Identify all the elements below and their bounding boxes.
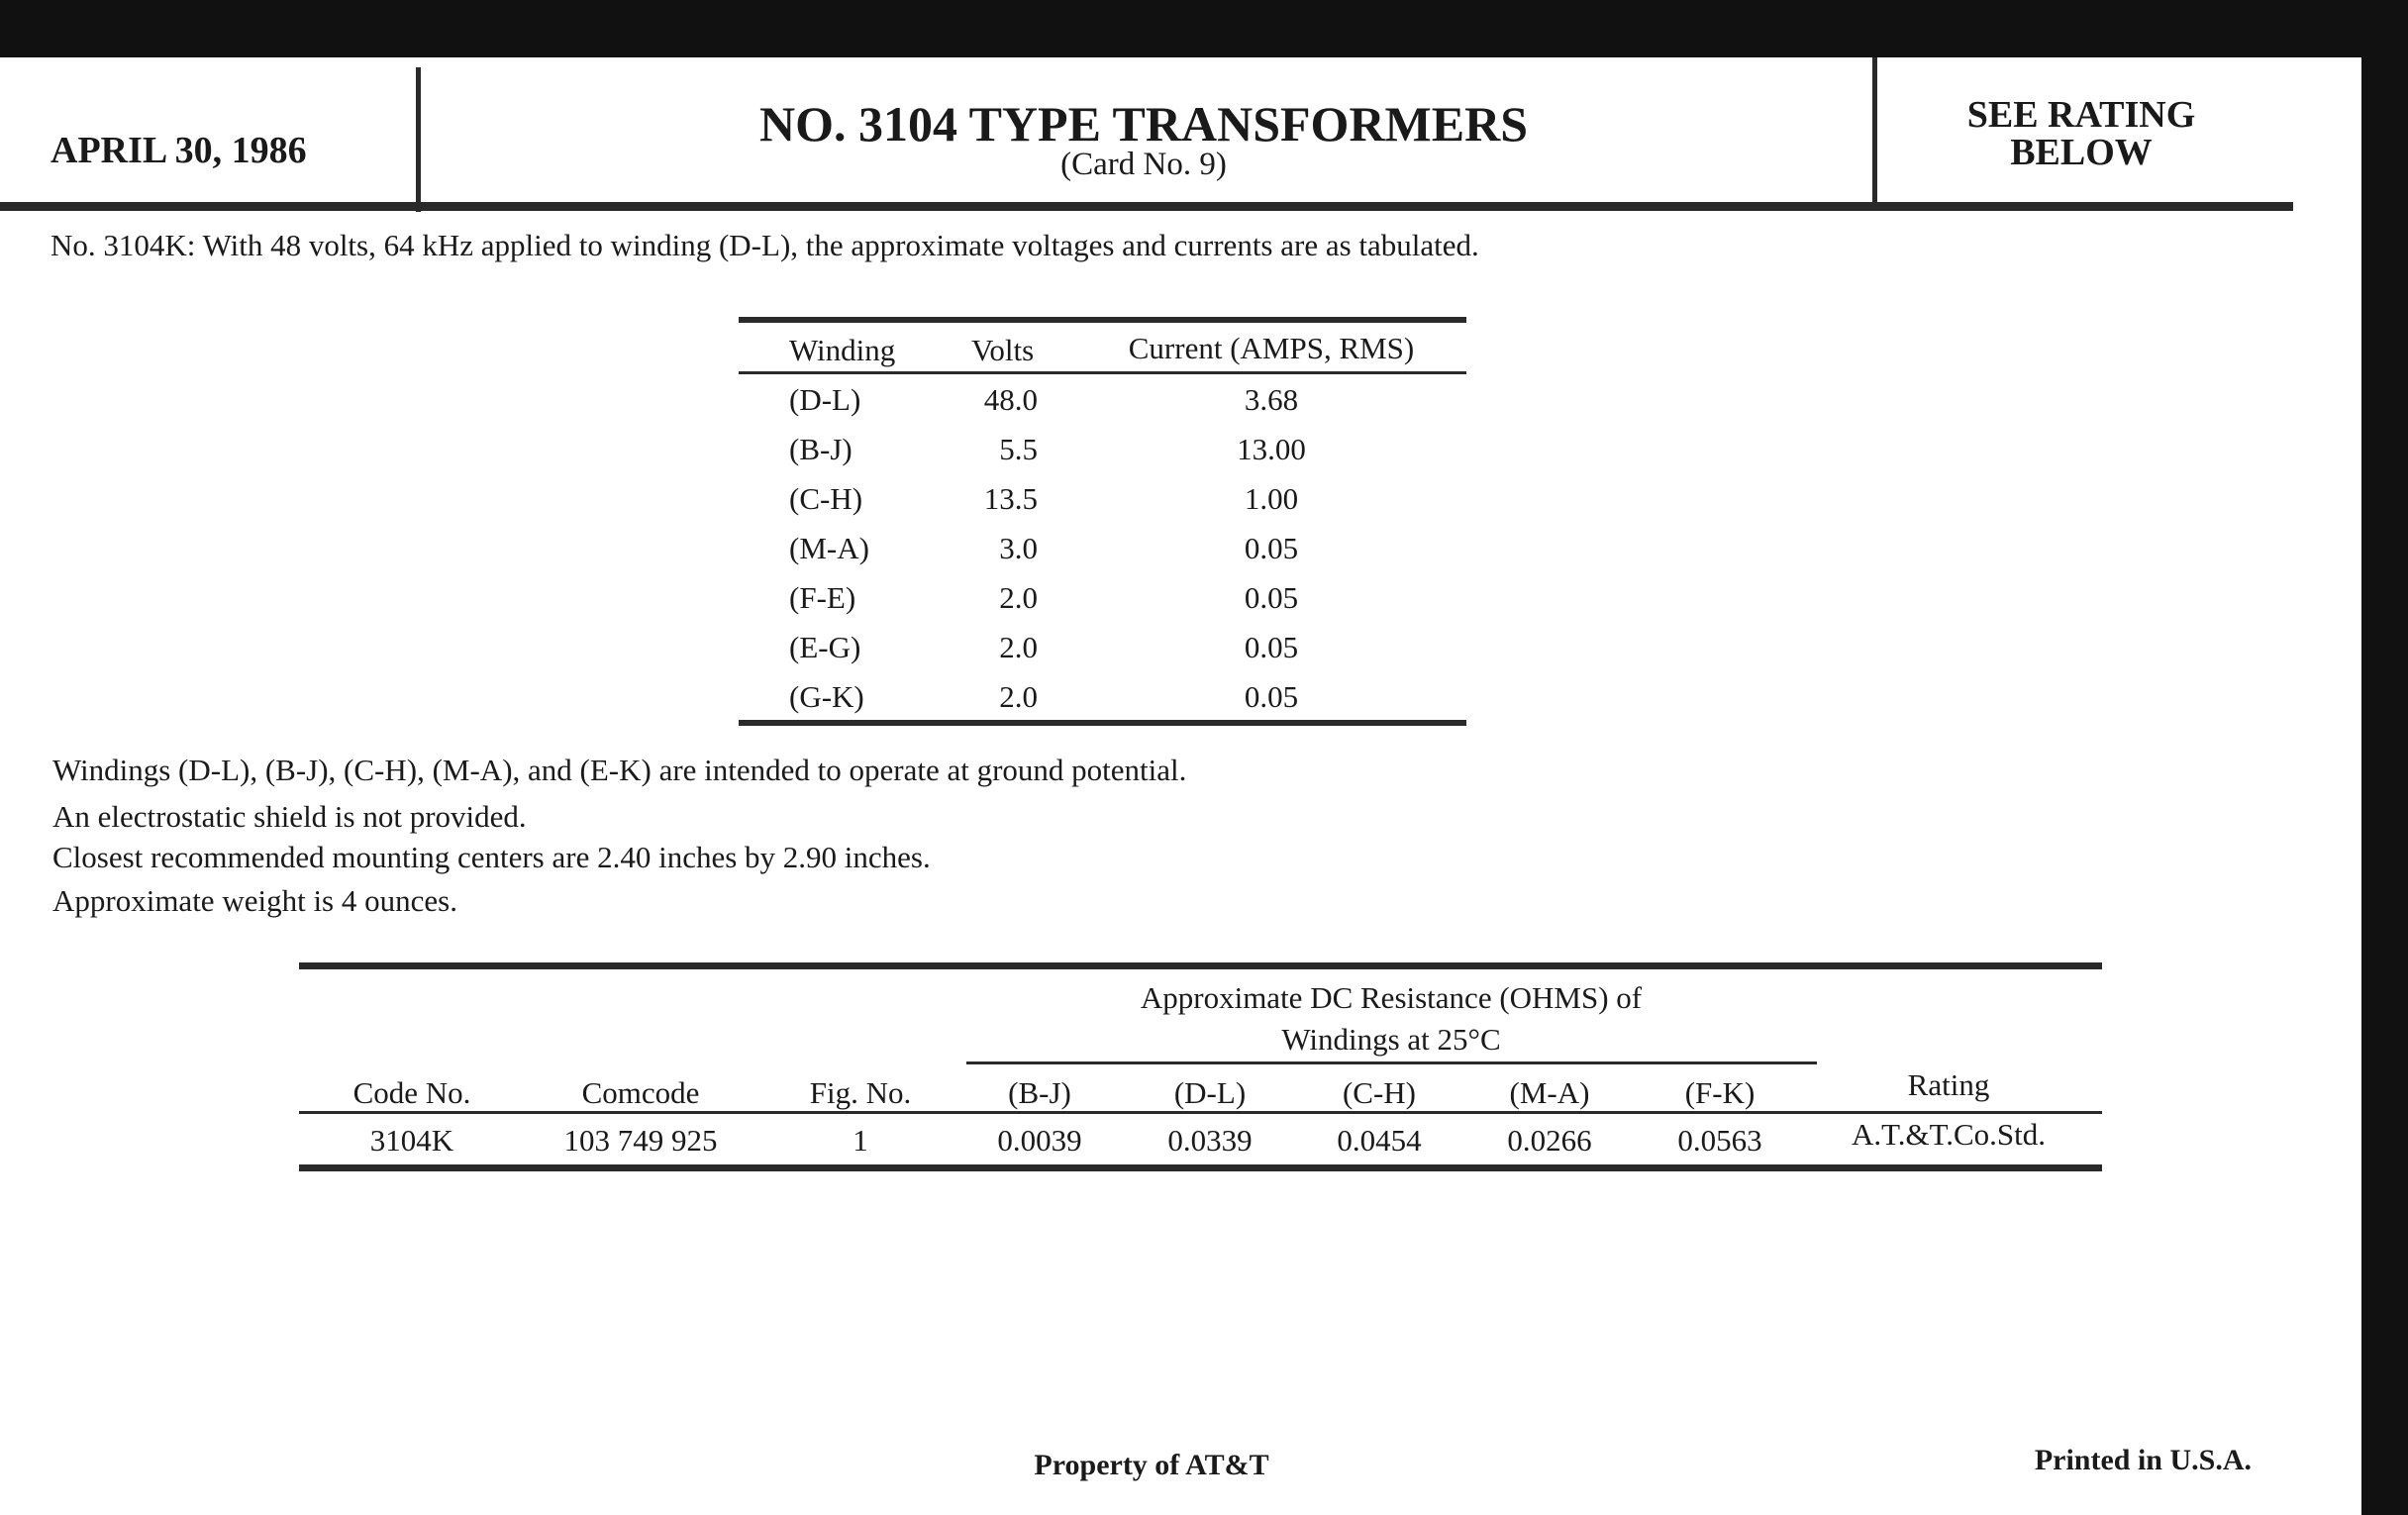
current-cell: 0.05 — [1244, 679, 1299, 714]
winding-cell: (G-K) — [789, 679, 864, 714]
rating-note-line2: BELOW — [2010, 132, 2153, 173]
col-header: (M-A) — [1509, 1075, 1590, 1110]
card-subtitle: (Card No. 9) — [1060, 147, 1227, 182]
volts-cell: 5.5 — [999, 432, 1038, 466]
table-top-rule — [299, 962, 2102, 969]
winding-cell: (C-H) — [789, 481, 863, 516]
col-header: Rating — [1907, 1067, 1990, 1102]
current-cell: 1.00 — [1244, 481, 1299, 516]
col-header-winding: Winding — [789, 333, 896, 367]
col-header: Code No. — [352, 1075, 471, 1110]
table-cell: 0.0339 — [1167, 1123, 1253, 1158]
winding-cell: (M-A) — [789, 531, 869, 565]
col-header: Comcode — [581, 1075, 700, 1110]
table-cell: 1 — [853, 1123, 868, 1158]
intro-text: No. 3104K: With 48 volts, 64 kHz applied to winding (D-L), the approximate voltages and currents are as tabulated. — [50, 228, 1479, 262]
winding-cell: (E-G) — [789, 630, 861, 664]
group-header-line2: Windings at 25°C — [1281, 1022, 1501, 1057]
col-header: (D-L) — [1173, 1075, 1247, 1110]
col-header: (C-H) — [1342, 1075, 1417, 1110]
current-cell: 3.68 — [1244, 382, 1299, 417]
volts-cell: 2.0 — [999, 679, 1038, 714]
col-header: (F-K) — [1684, 1075, 1756, 1110]
col-header: Fig. No. — [809, 1075, 912, 1110]
rating-note-line1: SEE RATING — [1966, 94, 2196, 136]
table-bottom-rule — [299, 1164, 2102, 1171]
table-cell: 0.0563 — [1677, 1123, 1762, 1158]
volts-cell: 48.0 — [983, 382, 1038, 417]
col-header-current: Current (AMPS, RMS) — [1128, 331, 1415, 365]
table-cell: A.T.&T.Co.Std. — [1851, 1117, 2047, 1152]
note-mounting: Closest recommended mounting centers are 2.40 inches by 2.90 inches. — [52, 840, 931, 874]
volts-cell: 3.0 — [999, 531, 1038, 565]
footer-property: Property of AT&T — [1034, 1449, 1269, 1481]
note-ground-potential: Windings (D-L), (B-J), (C-H), (M-A), and (E-K) are intended to operate at ground potential. — [52, 753, 1187, 787]
table-cell: 0.0454 — [1337, 1123, 1422, 1158]
current-cell: 0.05 — [1244, 630, 1299, 664]
volts-cell: 13.5 — [983, 481, 1038, 516]
table-header-rule — [739, 371, 1466, 374]
table-cell: 103 749 925 — [563, 1123, 718, 1158]
note-shield: An electrostatic shield is not provided. — [52, 799, 527, 834]
group-header-line1: Approximate DC Resistance (OHMS) of — [1140, 980, 1643, 1015]
col-header-volts: Volts — [971, 333, 1035, 367]
table-cell: 3104K — [369, 1123, 454, 1158]
table-header-rule — [299, 1111, 2102, 1114]
note-weight: Approximate weight is 4 ounces. — [52, 883, 457, 918]
group-header-rule — [966, 1061, 1817, 1064]
winding-cell: (D-L) — [789, 382, 861, 417]
current-cell: 13.00 — [1237, 432, 1306, 466]
volts-cell: 2.0 — [999, 630, 1038, 664]
card-title: NO. 3104 TYPE TRANSFORMERS — [758, 96, 1529, 152]
volts-cell: 2.0 — [999, 580, 1038, 615]
table-bottom-rule — [739, 720, 1466, 726]
footer-printed: Printed in U.S.A. — [2034, 1444, 2252, 1476]
header-divider-right — [1872, 57, 1877, 202]
table-top-rule — [739, 317, 1466, 323]
col-header: (B-J) — [1008, 1075, 1071, 1110]
current-cell: 0.05 — [1244, 531, 1299, 565]
table-cell: 0.0266 — [1507, 1123, 1592, 1158]
winding-cell: (B-J) — [789, 432, 853, 466]
header-divider-left — [416, 67, 421, 212]
current-cell: 0.05 — [1244, 580, 1299, 615]
winding-cell: (F-E) — [789, 580, 856, 615]
header-rule — [0, 202, 2293, 211]
card-date: APRIL 30, 1986 — [50, 130, 307, 171]
table-cell: 0.0039 — [997, 1123, 1082, 1158]
